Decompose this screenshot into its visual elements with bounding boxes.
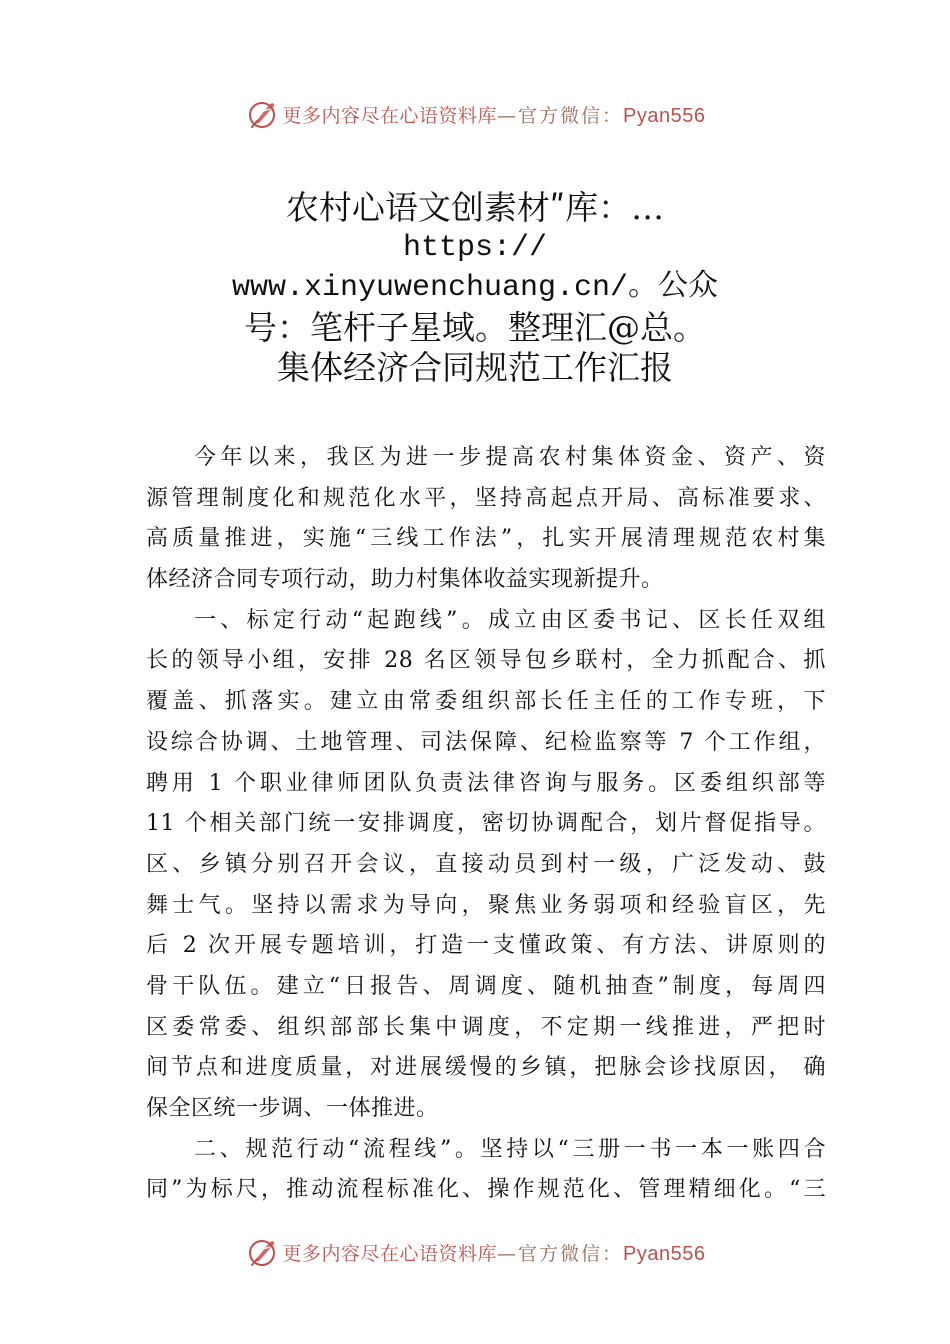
body-line: 覆盖、抓落实。建立由常委组织部长任主任的工作专班，下 — [146, 689, 826, 715]
title-line: 农村心语文创素材ʺ库：… — [285, 188, 665, 227]
body-line: 骨干队伍。建立“日报告、周调度、随机抽查”制度，每周四 — [146, 973, 826, 999]
body-line: 聘用 1 个职业律师团队负责法律咨询与服务。区委组织部等 — [146, 770, 826, 796]
body-line: 源管理制度化和规范化水平，坚持高起点开局、高标准要求、 — [146, 485, 826, 511]
body-line: 区、乡镇分别召开会议，直接动员到村一级，广泛发动、鼓 — [146, 851, 826, 877]
banner-text — [283, 101, 706, 128]
banner-text-main: 更多内容尽在心语资料库 — [282, 1242, 498, 1265]
body-line: 11 个相关部门统一安排调度，密切协调配合，划片督促指导。 — [146, 811, 826, 837]
body-line: 舞士气。坚持以需求为导向，聚焦业务弱项和经验盲区，先 — [146, 892, 826, 918]
title-line: www.xinyuwenchuang.cn/。公众 — [231, 271, 719, 305]
title-line: 集体经济合同规范工作汇报 — [277, 348, 673, 387]
document-title — [0, 188, 950, 388]
header-banner — [0, 94, 950, 134]
body-line: 间节点和进度质量，对进展缓慢的乡镇，把脉会诊找原因， 确 — [146, 1055, 826, 1081]
body-line: 一、标定行动“起跑线”。成立由区委书记、区长任双组 — [194, 607, 826, 633]
feather-pen-logo-icon — [245, 97, 279, 131]
banner-official-label: —官方微信： — [497, 1242, 624, 1265]
title-line: https:// — [402, 231, 548, 265]
body-line: 二、规范行动“流程线”。坚持以“三册一书一本一账四合 — [194, 1136, 826, 1162]
body-line: 区委常委、组织部部长集中调度，不定期一线推进，严把时 — [146, 1014, 826, 1040]
banner-wechat-handle: Pyan556 — [623, 1242, 706, 1265]
body-line: 高质量推进，实施“三线工作法”，扎实开展清理规范农村集 — [146, 526, 826, 552]
body-line: 保全区统一步调、一体推进。 — [146, 1096, 439, 1121]
footer-banner — [0, 1232, 950, 1272]
body-line: 体经济合同专项行动，助力村集体收益实现新提升。 — [146, 567, 664, 593]
body-line: 长的领导小组，安排 28 名区领导包乡联村，全力抓配合、抓 — [146, 648, 826, 674]
body-line: 今年以来，我区为进一步提高农村集体资金、资产、资 — [194, 445, 826, 470]
feather-pen-logo-icon — [245, 1235, 279, 1269]
title-line: 号：笔杆子星域。整理汇@总。 — [244, 308, 706, 347]
body-line: 同”为标尺，推动流程标准化、操作规范化、管理精细化。“三 — [146, 1177, 826, 1203]
banner-text-main: 更多内容尽在心语资料库 — [282, 104, 498, 127]
body-line: 后 2 次开展专题培训，打造一支懂政策、有方法、讲原则的 — [146, 933, 826, 959]
banner-official-label: —官方微信： — [497, 104, 624, 127]
document-body — [146, 438, 826, 1211]
banner-text — [283, 1239, 706, 1266]
body-line: 设综合协调、土地管理、司法保障、纪检监察等 7 个工作组， — [146, 729, 826, 755]
banner-wechat-handle: Pyan556 — [623, 104, 706, 127]
